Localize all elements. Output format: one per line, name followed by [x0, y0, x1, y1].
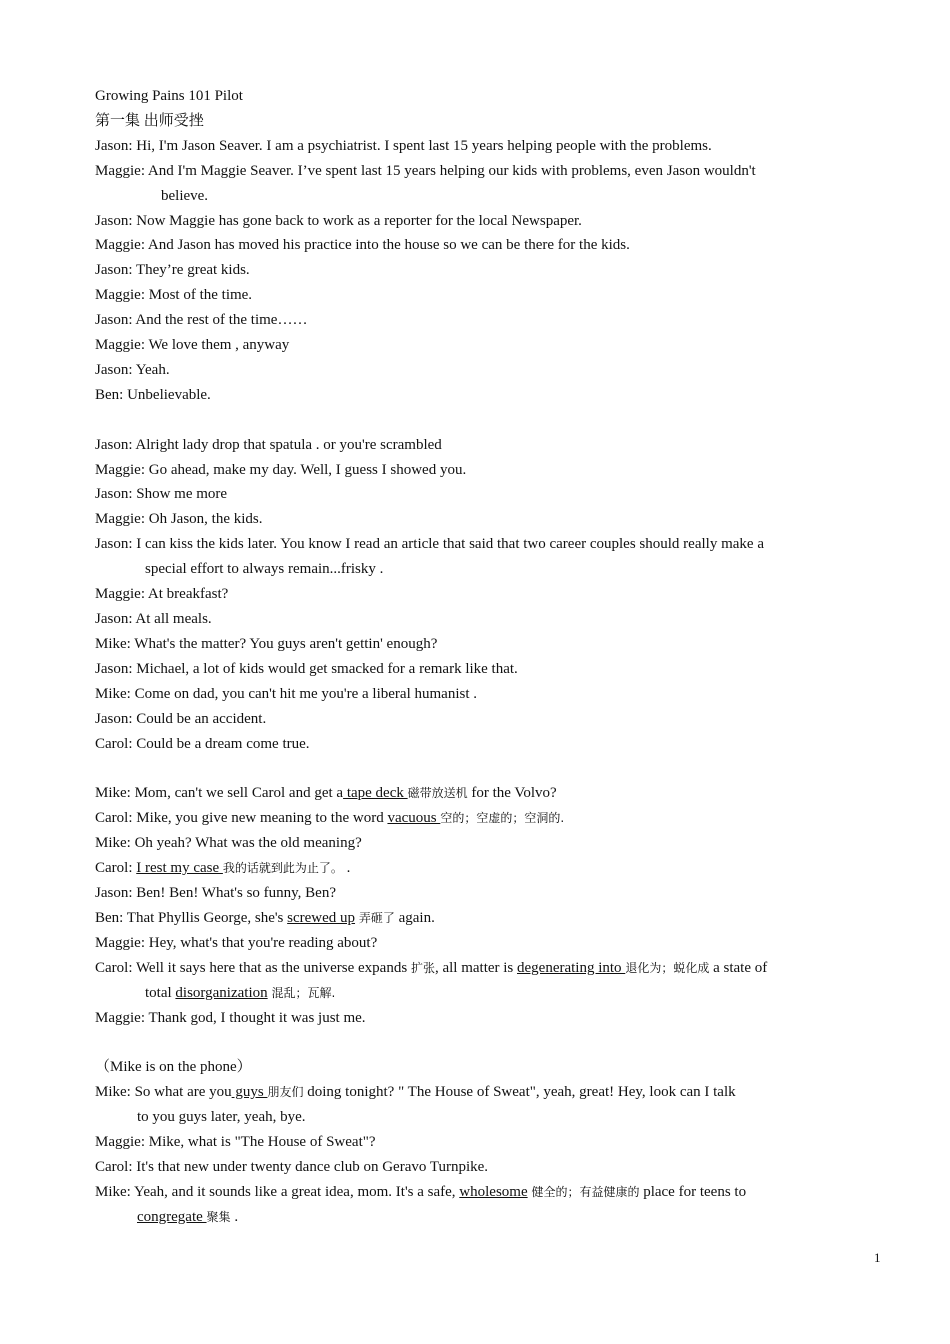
- dialogue-line: Carol: Could be a dream come true.: [95, 735, 310, 752]
- vocab-gloss: 磁带放送机: [407, 786, 468, 801]
- dialogue-line: Jason: They’re great kids.: [95, 262, 250, 279]
- dialogue-line: Ben: That Phyllis George, she's screwed up 弄砸了 again.: [95, 909, 435, 926]
- dialogue-line-continuation: special effort to always remain...frisky .: [145, 561, 384, 578]
- blank-line: [95, 756, 875, 781]
- dialogue-line: Maggie: At breakfast?: [95, 586, 229, 603]
- vocab-term: guys: [231, 1084, 268, 1101]
- dialogue-line: Jason: Michael, a lot of kids would get smacked for a remark like that.: [95, 660, 518, 677]
- dialogue-line: Maggie: Go ahead, make my day. Well, I guess I showed you.: [95, 461, 467, 478]
- transcript-body: [95, 84, 875, 1230]
- vocab-term: screwed up: [287, 909, 356, 926]
- page-number: 1: [874, 1250, 881, 1265]
- stage-direction: （Mike is on the phone）: [95, 1059, 252, 1076]
- dialogue-line: Jason: I can kiss the kids later. You know I read an article that said that two career couples should really make a: [95, 536, 764, 553]
- dialogue-line: Jason: Hi, I'm Jason Seaver. I am a psychiatrist. I spent last 15 years helping people with the problems.: [95, 137, 712, 154]
- dialogue-line: Mike: Yeah, and it sounds like a great idea, mom. It's a safe, wholesome 健全的；有益健康的 place for teens to: [95, 1183, 747, 1200]
- dialogue-line: Maggie: Oh Jason, the kids.: [95, 511, 263, 528]
- dialogue-line: Jason: Yeah.: [95, 361, 170, 378]
- vocab-gloss: 退化为；蜕化成: [625, 960, 710, 975]
- dialogue-line: Jason: Show me more: [95, 486, 228, 503]
- vocab-gloss: 我的话就到此为止了。: [222, 861, 343, 876]
- dialogue-line: Ben: Unbelievable.: [95, 386, 211, 403]
- vocab-term: wholesome: [459, 1183, 528, 1200]
- vocab-gloss: 扩张: [410, 960, 435, 975]
- dialogue-line: Carol: Mike, you give new meaning to the word vacuous 空的；空虚的；空洞的.: [95, 810, 565, 827]
- blank-line: [95, 408, 875, 433]
- vocab-gloss: 健全的；有益健康的: [527, 1184, 640, 1199]
- dialogue-line: Jason: Ben! Ben! What's so funny, Ben?: [95, 884, 336, 901]
- dialogue-line: Jason: At all meals.: [95, 611, 212, 628]
- vocab-term: congregate: [137, 1208, 207, 1225]
- dialogue-line-continuation: believe.: [161, 187, 209, 204]
- dialogue-line: Mike: What's the matter? You guys aren't gettin' enough?: [95, 635, 438, 652]
- dialogue-line: Maggie: Most of the time.: [95, 287, 253, 304]
- dialogue-line: Maggie: We love them , anyway: [95, 337, 290, 354]
- dialogue-line: Maggie: Hey, what's that you're reading about?: [95, 934, 378, 951]
- dialogue-line-continuation: to you guys later, yeah, bye.: [137, 1109, 306, 1126]
- dialogue-line: Maggie: And Jason has moved his practice into the house so we can be there for the kids.: [95, 237, 630, 254]
- dialogue-line: Jason: And the rest of the time……: [95, 312, 308, 329]
- dialogue-line: Carol: Well it says here that as the universe expands 扩张, all matter is degenerating into 退化为；蜕化成 a state of: [95, 959, 768, 976]
- dialogue-line: Jason: Now Maggie has gone back to work as a reporter for the local Newspaper.: [95, 212, 582, 229]
- vocab-term: tape deck: [343, 785, 408, 802]
- vocab-term: vacuous: [387, 810, 441, 827]
- vocab-term: I rest my case: [136, 860, 223, 877]
- dialogue-line: Maggie: Mike, what is "The House of Sweat"?: [95, 1134, 376, 1151]
- document-title: Growing Pains 101 Pilot: [95, 88, 243, 104]
- vocab-term: disorganization: [175, 984, 268, 1001]
- vocab-gloss: 聚集: [206, 1209, 231, 1224]
- dialogue-line: Carol: It's that new under twenty dance club on Geravo Turnpike.: [95, 1158, 489, 1175]
- dialogue-line: Mike: So what are you guys 朋友们 doing tonight? " The House of Sweat", yeah, great! Hey, look can I talk: [95, 1084, 736, 1101]
- dialogue-line: Jason: Could be an accident.: [95, 710, 267, 727]
- dialogue-line: Carol: I rest my case 我的话就到此为止了。 .: [95, 860, 351, 877]
- dialogue-line: Mike: Come on dad, you can't hit me you're a liberal humanist .: [95, 685, 477, 702]
- vocab-gloss: 空的；空虚的；空洞的.: [440, 811, 565, 826]
- dialogue-line-continuation: total disorganization 混乱；瓦解.: [145, 984, 336, 1001]
- blank-line: [95, 1030, 875, 1055]
- vocab-gloss: 弄砸了: [355, 910, 395, 925]
- dialogue-line: Maggie: And I'm Maggie Seaver. I’ve spent last 15 years helping our kids with problems, even Jason wouldn't: [95, 162, 756, 179]
- vocab-gloss: 朋友们: [267, 1085, 304, 1100]
- vocab-gloss: 混乱；瓦解.: [267, 985, 336, 1000]
- dialogue-line: Mike: Oh yeah? What was the old meaning?: [95, 835, 362, 852]
- episode-subtitle: 第一集 出师受挫: [95, 112, 204, 129]
- dialogue-line: Maggie: Thank god, I thought it was just me.: [95, 1009, 366, 1026]
- dialogue-line: Mike: Mom, can't we sell Carol and get a tape deck 磁带放送机 for the Volvo?: [95, 785, 557, 802]
- vocab-term: degenerating into: [517, 959, 626, 976]
- dialogue-line-continuation: congregate 聚集 .: [137, 1208, 239, 1225]
- dialogue-line: Jason: Alright lady drop that spatula . or you're scrambled: [95, 436, 442, 453]
